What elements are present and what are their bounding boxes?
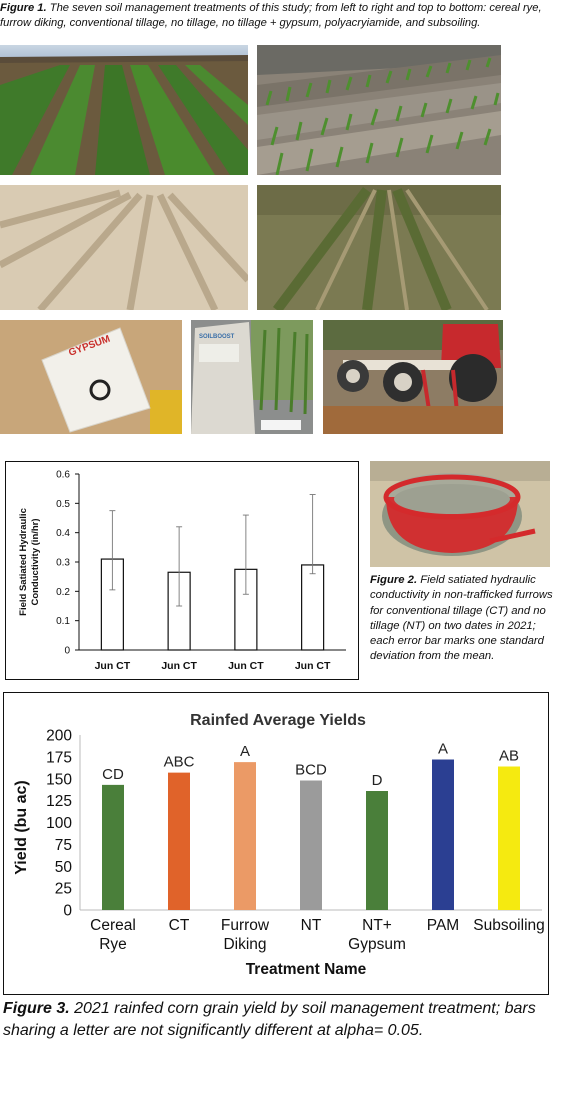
photo-conventional-tillage [0, 185, 248, 310]
photo-subsoiling [323, 320, 503, 434]
photo-no-tillage [257, 185, 501, 310]
photo-cereal-rye [0, 45, 248, 175]
y-tick-label: 0 [64, 645, 70, 657]
y-tick-label: 0.6 [56, 469, 70, 481]
photo-pam [191, 320, 313, 434]
y-axis-label [18, 508, 41, 616]
bar [302, 565, 324, 650]
x-tick-label [473, 917, 545, 934]
bar [498, 767, 520, 911]
y-tick-label: 0 [63, 902, 72, 920]
y-axis-label: Yield (bu ac) [13, 780, 30, 875]
photo-furrow-diking [257, 45, 501, 175]
y-tick-label: 175 [46, 749, 72, 767]
significance-letter: CD [102, 765, 124, 783]
hydraulic-conductivity-chart [5, 461, 359, 680]
x-tick-label-line: NT+ [362, 917, 392, 934]
chart-title: Rainfed Average Yields [190, 712, 366, 729]
significance-letter: A [437, 740, 449, 758]
x-tick-label [169, 917, 190, 934]
y-tick-label: 0.1 [56, 616, 70, 628]
x-tick-label: Jun CT [294, 660, 331, 672]
bar [234, 762, 256, 910]
x-tick-label-line: Diking [223, 936, 267, 953]
x-axis-label: Treatment Name [245, 961, 367, 978]
y-tick-label: 150 [46, 771, 72, 789]
figure-2-label: Figure 2. [370, 574, 418, 586]
x-tick-label [427, 917, 459, 934]
y-tick-label: 0.4 [56, 528, 70, 540]
x-tick-label [90, 917, 136, 953]
rainfed-yields-chart-svg [4, 693, 547, 993]
y-tick-label: 100 [46, 815, 72, 832]
photo-gypsum [0, 320, 182, 434]
y-tick-label: 0.3 [56, 557, 70, 569]
pam-bag-label: SOILBOOST [199, 334, 235, 340]
x-tick-label: Jun CT [228, 660, 264, 672]
x-tick-label: Jun CT [161, 660, 197, 672]
x-tick-label-line: Rye [99, 936, 127, 953]
y-axis-label-line: Field Satiated Hydraulic [18, 508, 29, 616]
x-tick-label-line: Subsoiling [473, 917, 545, 934]
x-tick-label-line: Furrow [220, 917, 270, 934]
x-tick-label-line: CT [168, 917, 190, 934]
x-tick-label [301, 917, 322, 934]
rainfed-yields-chart [3, 692, 549, 995]
significance-letter: BCD [295, 761, 327, 779]
photo-infiltration-ring [370, 461, 550, 567]
figure-3-label: Figure 3. [3, 1000, 70, 1017]
bar [168, 773, 190, 910]
figure-3-caption [3, 998, 563, 1041]
x-tick-label-line: PAM [426, 917, 460, 934]
figure-1-text: The seven soil management treatments of this study; from left to right and top to bottom: cereal rye, furrow diking, conventional tillage, no tillage, no tillage + gypsum, polyacryiamide, and subsoiling. [0, 2, 542, 29]
hydraulic-conductivity-chart-svg [6, 462, 358, 679]
figure-2-text: Field satiated hydraulic conductivity in non-trafficked furrows for conventional tillage (CT) and no tillage (NT) on two dates in 2021; each error bar marks one standard deviation from the mean. [370, 574, 553, 663]
bar [366, 791, 388, 910]
figure-1-caption [0, 1, 572, 30]
x-tick-label [221, 917, 270, 953]
figure-2-caption [370, 573, 560, 665]
figure-1-label: Figure 1. [0, 2, 47, 14]
bar [432, 760, 454, 911]
y-tick-label: 125 [46, 793, 72, 811]
significance-letter: AB [498, 747, 520, 765]
figure-3-text: 2021 rainfed corn grain yield by soil management treatment; bars sharing a letter are not significantly different at alpha= 0.05. [3, 1000, 536, 1039]
y-axis-label-line: Conductivity (in/hr) [30, 518, 41, 606]
x-tick-label [348, 917, 406, 953]
y-tick-label: 0.5 [56, 498, 70, 510]
x-tick-label-line: NT [300, 917, 322, 934]
bar [300, 781, 322, 911]
x-tick-label-line: Gypsum [348, 936, 406, 953]
y-tick-label: 200 [46, 727, 72, 745]
gypsum-bag-label: GYPSUM [67, 333, 112, 359]
x-tick-label-line: Cereal [90, 917, 136, 934]
y-tick-label: 50 [54, 858, 72, 876]
x-tick-label: Jun CT [94, 660, 131, 672]
significance-letter: D [371, 772, 383, 789]
y-tick-label: 75 [54, 836, 72, 854]
significance-letter: ABC [163, 753, 195, 771]
y-tick-label: 0.2 [56, 586, 70, 598]
bar [102, 785, 124, 910]
y-tick-label: 25 [54, 880, 72, 898]
significance-letter: A [239, 743, 251, 761]
